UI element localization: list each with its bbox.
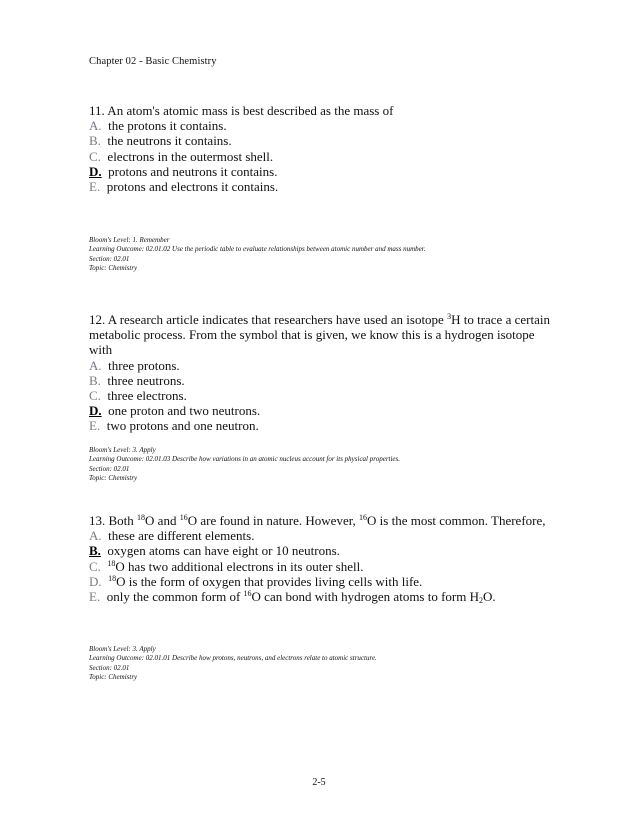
q12-option-b[interactable] <box>89 373 559 388</box>
stem-text: H to trace a certain <box>451 312 550 327</box>
option-letter: D. <box>89 403 102 419</box>
subscript: 2 <box>479 596 484 606</box>
q12-option-a[interactable] <box>89 358 559 373</box>
learning-outcome: Learning Outcome: 02.01.02 Use the periodic table to evaluate relationships between atomic number and mass number. <box>89 245 426 254</box>
option-text: these are different elements. <box>108 528 255 544</box>
q12-option-c[interactable] <box>89 388 559 403</box>
option-text: three protons. <box>108 357 180 373</box>
option-text: protons and neutrons it contains. <box>108 163 278 179</box>
question-11 <box>89 103 559 194</box>
option-letter: B. <box>89 372 101 388</box>
topic: Topic: Chemistry <box>89 474 138 483</box>
option-letter: E. <box>89 179 101 195</box>
section: Section: 02.01 <box>89 464 130 473</box>
question-13 <box>89 513 559 604</box>
blooms-level: Bloom's Level: 3. Apply <box>89 446 156 454</box>
option-text: the protons it contains. <box>108 118 227 134</box>
topic: Topic: Chemistry <box>89 673 138 682</box>
option-text: O. <box>483 589 496 605</box>
option-text: protons and electrons it contains. <box>106 179 279 195</box>
question-12-stem <box>89 312 559 327</box>
option-text: two protons and one neutron. <box>106 418 259 434</box>
superscript: 3 <box>447 312 452 321</box>
option-text: only the common form of <box>106 589 244 605</box>
page-number: 2-5 <box>312 777 326 788</box>
question-11-metadata <box>89 236 425 274</box>
option-letter: A. <box>89 357 102 373</box>
stem-text: O is the most common. Therefore, <box>367 513 546 528</box>
q12-option-d-correct[interactable] <box>89 403 559 418</box>
q13-option-d[interactable] <box>89 574 559 589</box>
q13-option-c[interactable] <box>89 559 559 574</box>
blooms-level: Bloom's Level: 3. Apply <box>89 645 156 653</box>
option-text: electrons in the outermost shell. <box>107 148 274 164</box>
q13-option-e[interactable] <box>89 589 559 604</box>
option-letter: B. <box>89 543 101 559</box>
superscript: 18 <box>107 558 116 568</box>
option-text: three electrons. <box>107 388 187 404</box>
learning-outcome: Learning Outcome: 02.01.03 Describe how variations in an atomic nucleus account for its physical properties. <box>89 455 401 464</box>
section: Section: 02.01 <box>89 254 130 263</box>
option-letter: E. <box>89 589 101 605</box>
stem-text: O and <box>145 513 180 528</box>
learning-outcome: Learning Outcome: 02.01.01 Describe how protons, neutrons, and electrons relate to atomic structure. <box>89 654 377 663</box>
q12-option-e[interactable] <box>89 418 559 433</box>
q11-option-b[interactable] <box>89 133 559 148</box>
option-letter: A. <box>89 528 102 544</box>
q11-option-c[interactable] <box>89 149 559 164</box>
section: Section: 02.01 <box>89 663 130 672</box>
option-text: O is the form of oxygen that provides living cells with life. <box>116 573 423 589</box>
superscript: 16 <box>179 513 188 522</box>
superscript: 16 <box>359 513 368 522</box>
stem-text: O are found in nature. However, <box>187 513 360 528</box>
option-letter: A. <box>89 118 102 134</box>
stem-text: 12. A research article indicates that researchers have used an isotope <box>89 312 448 327</box>
option-text: O can bond with hydrogen atoms to form H <box>251 589 480 605</box>
question-11-stem: 11. An atom's atomic mass is best described as the mass of <box>89 103 394 118</box>
superscript: 18 <box>108 573 117 583</box>
question-12 <box>89 312 559 434</box>
topic: Topic: Chemistry <box>89 264 138 273</box>
option-text: oxygen atoms can have eight or 10 neutrons. <box>107 543 340 559</box>
q11-option-e[interactable] <box>89 179 559 194</box>
q11-option-a[interactable] <box>89 118 559 133</box>
question-12-metadata <box>89 446 400 484</box>
option-text: three neutrons. <box>107 372 185 388</box>
q13-option-a[interactable] <box>89 528 559 543</box>
page-header: Chapter 02 - Basic Chemistry <box>89 56 217 67</box>
question-12-stem-line2: metabolic process. From the symbol that is given, we know this is a hydrogen isotope with <box>89 327 535 358</box>
option-letter: C. <box>89 558 101 574</box>
option-letter: B. <box>89 133 101 149</box>
superscript: 16 <box>243 589 252 599</box>
option-letter: C. <box>89 388 101 404</box>
option-letter: E. <box>89 418 101 434</box>
stem-text: 13. Both <box>89 513 138 528</box>
blooms-level: Bloom's Level: 1. Remember <box>89 236 170 244</box>
option-letter: D. <box>89 163 102 179</box>
option-letter: D. <box>89 573 102 589</box>
q11-option-d-correct[interactable] <box>89 164 559 179</box>
question-13-stem <box>89 513 559 528</box>
option-letter: C. <box>89 148 101 164</box>
superscript: 18 <box>137 513 146 522</box>
option-text: the neutrons it contains. <box>107 133 232 149</box>
q13-option-b-correct[interactable] <box>89 543 559 558</box>
option-text: one proton and two neutrons. <box>108 403 261 419</box>
question-13-metadata <box>89 645 377 683</box>
option-text: O has two additional electrons in its outer shell. <box>115 558 364 574</box>
